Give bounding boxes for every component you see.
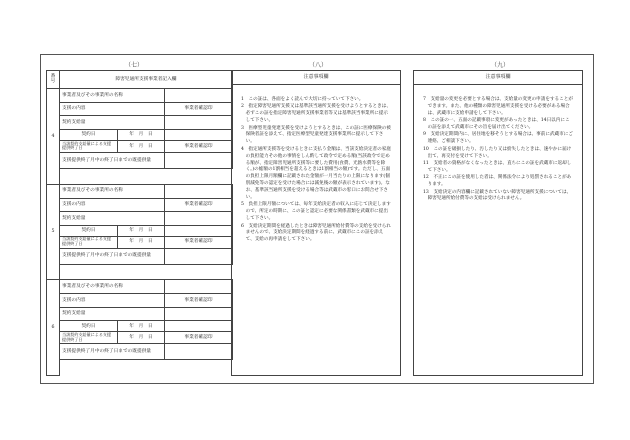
- note-item: 4 指定通所支援等を受けるときに支払う金額は、当該支給決定者の家庭の負担能力その他の事情をしん酌して政令で定める額(当該政令で定める額が、指定障害児通所支援等に要した費用(食費、光熱水費等を除く。)の総額の1割相当を超えるときは1割相当の額)です。ただし、五面の負担上限月額欄に記載された金額が一月当たりの上限になります(個別減免等の認定を受けた場合には減免後の額が表示されています)。なお、基準該当通所支援を受ける場合等は武蔵市の窓口にお問合せ下さい。: [241, 146, 391, 200]
- note-item: 13 支給決定の内容欄に記載されていない障害児通所支援については、障害児通所給付費等の支給は受けられません。: [423, 189, 572, 202]
- panel9-number: （九）: [491, 62, 510, 69]
- provided-amount-cell[interactable]: [165, 344, 233, 360]
- notes-list: [414, 85, 582, 203]
- provider-confirm-stamp: 事業者確認印: [165, 198, 233, 212]
- note-item: 11 支給者の資格がなくなったときは、直ちにこの証を武蔵市に返却して下さい。: [423, 161, 572, 173]
- provider-name-cell[interactable]: [165, 184, 233, 198]
- block-number: 5: [47, 184, 60, 280]
- provider-confirm-stamp: 事業者確認印: [165, 236, 233, 248]
- provider-entry-table: [46, 70, 233, 376]
- note-item: 1 この証は、各面をよく読んで大切に持っていて下さい。: [241, 97, 364, 102]
- end-date-label: 当該契約支給量による支援提供終了日: [60, 332, 118, 344]
- contract-date-extra: [165, 321, 233, 332]
- panel7-number: （七）: [125, 62, 144, 69]
- notes-title: 注意事項欄: [232, 71, 400, 85]
- notes-list: [232, 85, 400, 244]
- note-item: 7 支給量の変更を必要とする場合は、支給量の変更の申請をすることができます。また、他の種類の障害児通所支援を受ける必要がある場合は、武蔵市に支給申請をして下さい。: [423, 97, 573, 116]
- contract-date-value[interactable]: 年 月 日: [118, 129, 165, 140]
- note-item: 10 この証を破損したり、汚したり又は紛失したときは、速やかに届け出て、再交付を受けて下さい。: [423, 146, 572, 159]
- note-item: 2 指定障害児通所支援又は基準該当通所支援を受けようとするときは、必ずこの証を指定障害児通所支援事業者等又は基準該当事業所に提示して下さい。: [241, 104, 391, 124]
- note-item: 5 負担上限月額については、毎年支給決定者の収入に応じて決定しますので、所定の時期に、この証と認定に必要な関係書類を武蔵市に提出して下さい。: [241, 202, 391, 222]
- provided-amount-label: 支援提供終了月中の終了日までの既提供量: [60, 248, 165, 264]
- block-number: 6: [47, 280, 60, 376]
- contract-amount-label: 契約支給量: [60, 307, 165, 321]
- end-date-label: 当該契約支給量による支援提供終了日: [60, 236, 118, 248]
- note-item: 12 不正にこの証を使用した者は、関係法令により処罰されることがあります。: [423, 175, 572, 188]
- contract-amount-cell[interactable]: [165, 307, 233, 321]
- provider-name-label: 事業者及びその事業所の名称: [60, 184, 165, 198]
- contract-amount-cell[interactable]: [165, 212, 233, 226]
- provider-confirm-stamp: 事業者確認印: [165, 140, 233, 152]
- contract-date-label: 契約日: [60, 129, 118, 140]
- end-date-value[interactable]: 年 月 日: [118, 332, 165, 344]
- provider-name-cell[interactable]: [165, 88, 233, 102]
- contract-amount-label: 契約支給量: [60, 116, 165, 130]
- contract-date-value[interactable]: 年 月 日: [118, 225, 165, 236]
- contract-amount-label: 契約支給量: [60, 212, 165, 226]
- note-item: 3 医療型児童発達支援を受けようとするときは、この証に医療保険の被保険者証を添えて、指定医療型児童発達支援事業所に提示して下さい。: [241, 125, 391, 145]
- contract-date-extra: [165, 225, 233, 236]
- provider-confirm-stamp: 事業者確認印: [165, 102, 233, 116]
- panel8-number: （八）: [309, 62, 328, 69]
- provided-amount-cell[interactable]: [165, 248, 233, 264]
- note-item: 9 支給決定期間内に、居住地を移そうとする場合は、事前に武蔵市にご連絡、ご相談下さい。: [423, 132, 573, 145]
- provided-amount-label: 支援提供終了月中の終了日までの既提供量: [60, 152, 165, 168]
- provider-name-cell[interactable]: [165, 280, 233, 294]
- block-number: 4: [47, 88, 60, 184]
- contract-date-label: 契約日: [60, 225, 118, 236]
- support-content-label: 支援の内容: [60, 198, 165, 212]
- provider-name-label: 事業者及びその事業所の名称: [60, 280, 165, 294]
- note-item: 6 支給決定期間を経過したときは障害児通所給付費等の支給を受けられませんので、支給決定期間を経過する前に、武蔵市にこの証を添えて、支給の再申請をして下さい。: [241, 223, 391, 243]
- end-date-value[interactable]: 年 月 日: [118, 236, 165, 248]
- provider-name-label: 事業者及びその事業所の名称: [60, 88, 165, 102]
- end-date-value[interactable]: 年 月 日: [118, 140, 165, 152]
- provider-confirm-stamp: 事業者確認印: [165, 332, 233, 344]
- contract-amount-cell[interactable]: [165, 116, 233, 130]
- provider-confirm-stamp: 事業者確認印: [165, 294, 233, 308]
- support-content-label: 支援の内容: [60, 102, 165, 116]
- contract-date-extra: [165, 129, 233, 140]
- contract-date-label: 契約日: [60, 321, 118, 332]
- notes-panel-8: [231, 70, 401, 376]
- header-number: 番号: [47, 71, 60, 89]
- note-item: 8 この証の一、五面の記載事項に変更があったときは、14日以内にこの証を添えて武蔵市にその旨を届け出てください。: [423, 118, 570, 131]
- end-date-label: 当該契約支給量による支援提供終了日: [60, 140, 118, 152]
- notes-title: 注意事項欄: [414, 71, 582, 85]
- contract-date-value[interactable]: 年 月 日: [118, 321, 165, 332]
- header-title: 障害児通所支援事業者記入欄: [60, 71, 233, 89]
- provided-amount-label: 支援提供終了月中の終了日までの既提供量: [60, 344, 165, 360]
- support-content-label: 支援の内容: [60, 294, 165, 308]
- provided-amount-cell[interactable]: [165, 152, 233, 168]
- notes-panel-9: [413, 70, 583, 376]
